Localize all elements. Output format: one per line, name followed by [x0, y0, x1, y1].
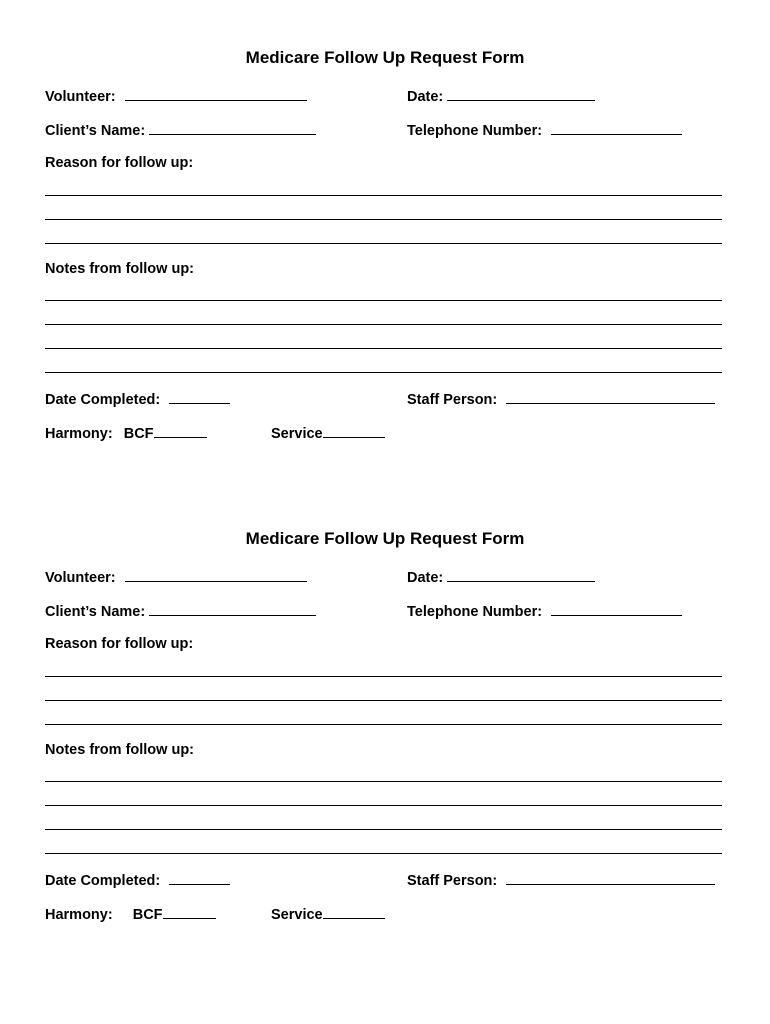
volunteer-row — [45, 568, 307, 586]
staff-person-label: Staff Person: — [407, 873, 498, 889]
service-field[interactable] — [323, 424, 385, 438]
date-field[interactable] — [447, 87, 595, 101]
client-name-row — [45, 602, 316, 620]
staff-person-field[interactable] — [506, 390, 715, 404]
notes-line[interactable] — [45, 829, 722, 830]
reason-line[interactable] — [45, 243, 722, 244]
date-field[interactable] — [447, 568, 595, 582]
telephone-label: Telephone Number: — [407, 604, 543, 620]
volunteer-row — [45, 87, 307, 105]
reason-line[interactable] — [45, 724, 722, 725]
staff-person-field[interactable] — [506, 871, 715, 885]
staff-person-row — [407, 390, 715, 408]
notes-line[interactable] — [45, 781, 722, 782]
form-title: Medicare Follow Up Request Form — [245, 48, 525, 67]
telephone-row — [407, 121, 682, 139]
reason-label: Reason for follow up: — [45, 155, 194, 171]
service-field[interactable] — [323, 905, 385, 919]
client-name-field[interactable] — [149, 602, 316, 616]
date-label: Date: — [407, 570, 444, 586]
client-name-field[interactable] — [149, 121, 316, 135]
bcf-field[interactable] — [163, 905, 216, 919]
telephone-row — [407, 602, 682, 620]
volunteer-label: Volunteer: — [45, 89, 116, 105]
date-row — [407, 568, 595, 586]
service-row — [271, 905, 385, 923]
harmony-row — [45, 424, 207, 442]
date-row — [407, 87, 595, 105]
date-label: Date: — [407, 89, 444, 105]
volunteer-label: Volunteer: — [45, 570, 116, 586]
notes-line[interactable] — [45, 348, 722, 349]
bcf-label: BCF — [123, 426, 154, 442]
telephone-field[interactable] — [551, 602, 682, 616]
staff-person-row — [407, 871, 715, 889]
telephone-label: Telephone Number: — [407, 123, 543, 139]
harmony-row — [45, 905, 216, 923]
date-completed-row — [45, 871, 230, 889]
date-completed-row — [45, 390, 230, 408]
notes-label: Notes from follow up: — [45, 742, 195, 758]
service-label: Service — [271, 907, 323, 923]
form-title: Medicare Follow Up Request Form — [245, 529, 525, 548]
staff-person-label: Staff Person: — [407, 392, 498, 408]
bcf-field[interactable] — [154, 424, 207, 438]
volunteer-field[interactable] — [125, 568, 307, 582]
reason-label: Reason for follow up: — [45, 636, 194, 652]
telephone-field[interactable] — [551, 121, 682, 135]
service-label: Service — [271, 426, 323, 442]
client-name-label: Client’s Name: — [45, 123, 146, 139]
notes-line[interactable] — [45, 300, 722, 301]
service-row — [271, 424, 385, 442]
reason-line[interactable] — [45, 195, 722, 196]
date-completed-label: Date Completed: — [45, 392, 161, 408]
bcf-label: BCF — [132, 907, 163, 923]
reason-line[interactable] — [45, 676, 722, 677]
client-name-label: Client’s Name: — [45, 604, 146, 620]
notes-line[interactable] — [45, 805, 722, 806]
notes-label: Notes from follow up: — [45, 261, 195, 277]
notes-line[interactable] — [45, 853, 722, 854]
harmony-label: Harmony: — [45, 426, 113, 442]
date-completed-field[interactable] — [169, 871, 230, 885]
notes-line[interactable] — [45, 372, 722, 373]
reason-line[interactable] — [45, 219, 722, 220]
client-name-row — [45, 121, 316, 139]
harmony-label: Harmony: — [45, 907, 113, 923]
volunteer-field[interactable] — [125, 87, 307, 101]
reason-line[interactable] — [45, 700, 722, 701]
notes-line[interactable] — [45, 324, 722, 325]
date-completed-label: Date Completed: — [45, 873, 161, 889]
date-completed-field[interactable] — [169, 390, 230, 404]
